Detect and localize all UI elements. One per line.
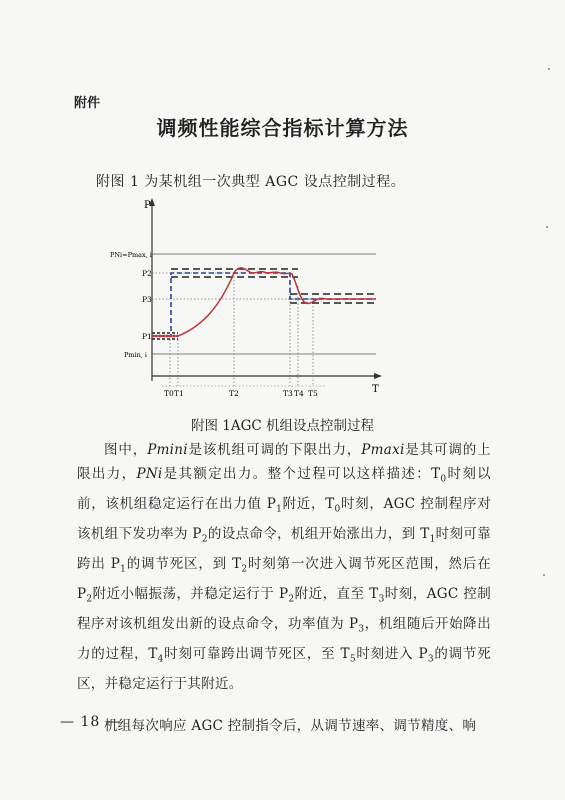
- subscript: 1: [429, 534, 436, 545]
- y-axis-label: P: [144, 200, 151, 211]
- text-run: 图中，: [104, 442, 148, 458]
- subscript: 2: [288, 594, 295, 605]
- text-run: 是其可调的上限出力，: [77, 442, 491, 483]
- text-run: 时刻第一次进入调节死区范围，然后在 P: [77, 556, 491, 603]
- text-run: 是该机组可调的下限出力，: [187, 442, 362, 458]
- x-axis-arrow: [374, 373, 382, 379]
- y-label-pmin: Pmin, i: [124, 351, 148, 359]
- x-label-t0: T0: [164, 389, 174, 398]
- subscript: 1: [276, 504, 283, 515]
- symbol-pmax: Pmaxi: [361, 442, 405, 458]
- scan-speck: [543, 574, 545, 576]
- subscript: 3: [378, 594, 385, 605]
- y-label-pmax: PNi=Pmax, i: [110, 251, 152, 259]
- x-label-t2: T2: [229, 389, 239, 398]
- scan-speck: [546, 226, 548, 228]
- subscript: 2: [241, 564, 248, 575]
- x-label-t5: T5: [308, 389, 318, 398]
- page-number: — 18 —: [60, 714, 121, 730]
- text-run: 的设点命令，机组开始涨出力，到 T: [207, 526, 430, 543]
- text-run: 时刻，AGC 控制程序对该机组下发功率为 P: [77, 496, 491, 543]
- subscript: 0: [334, 504, 341, 515]
- subscript: 4: [157, 654, 164, 665]
- subscript: 3: [358, 624, 365, 635]
- text-run: ，机组随后开始降出力的过程，T: [77, 616, 491, 663]
- subscript: 1: [120, 564, 127, 575]
- text-run: 附近小幅振荡，并稳定运行于 P: [92, 586, 289, 603]
- x-label-t3: T3: [283, 389, 293, 398]
- body-text: [77, 438, 491, 738]
- text-run: 附近，T: [282, 496, 335, 513]
- paragraph-1: [77, 438, 491, 702]
- y-label-p2: P2: [142, 269, 152, 278]
- text-run: 的调节死区，并稳定运行于其附近。: [77, 646, 491, 693]
- actual-output-curve: [152, 268, 376, 336]
- figure-caption: 附图 1AGC 机组设点控制过程: [190, 418, 375, 434]
- text-run: 时刻可靠跨出调节死区，至 T: [163, 646, 350, 663]
- subscript: 0: [440, 474, 447, 485]
- y-label-p1: P1: [142, 332, 152, 341]
- text-run: 时刻以前，该机组稳定运行在出力值 P: [77, 466, 491, 513]
- text-run: 的调节死区，到 T: [126, 556, 242, 573]
- text-run: 时刻，AGC 控制程序对该机组发出新的设点命令，功率值为 P: [77, 586, 492, 633]
- scan-speck: [548, 68, 550, 70]
- subscript: 3: [427, 654, 434, 665]
- intro-text: 附图 1 为某机组一次典型 AGC 设点控制过程。: [96, 174, 406, 190]
- text-run: 附近，直至 T: [294, 586, 379, 603]
- page-title: 调频性能综合指标计算方法: [156, 116, 409, 140]
- attachment-label: 附件: [74, 96, 101, 111]
- symbol-pn: PNi: [136, 466, 163, 483]
- text-run: 时刻可靠跨出 P: [77, 526, 491, 573]
- symbol-pmin: Pmini: [147, 442, 188, 458]
- paragraph-2: 机组每次响应 AGC 控制指令后，从调节速率、调节精度、响: [104, 718, 477, 735]
- agc-setpoint-diagram: [108, 196, 408, 406]
- subscript: 2: [86, 594, 93, 605]
- agc-figure: [108, 196, 408, 406]
- x-label-t1: T1: [174, 389, 184, 398]
- subscript: 5: [349, 654, 356, 665]
- subscript: 2: [201, 534, 208, 545]
- text-run: 时刻进入 P: [355, 646, 428, 663]
- text-run: 是其额定出力。整个过程可以这样描述：T: [162, 466, 441, 483]
- x-axis-label: T: [372, 384, 379, 395]
- x-label-t4: T4: [294, 389, 304, 398]
- y-label-p3: P3: [142, 295, 152, 304]
- setpoint-command-line: [152, 273, 376, 336]
